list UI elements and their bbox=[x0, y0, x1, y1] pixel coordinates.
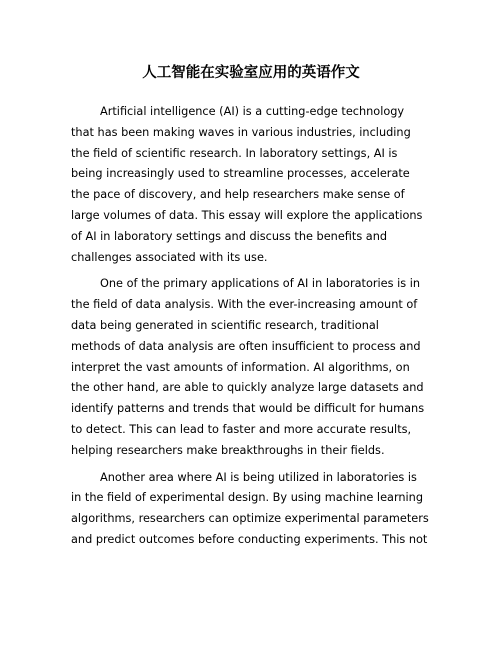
paragraph-data-analysis: One of the primary applications of AI in laboratories is in the field of data analysis. With the ever-increasing amount of data being generated in scientific research, traditional methods of data analysis are often insufficient to process and interpret the vast amounts of information. AI algorithms, on the other hand, are able to quickly analyze large datasets and identify patterns and trends that would be difficult for humans to detect. This can lead to faster and more accurate results, helping researchers make breakthroughs in their fields. bbox=[71, 277, 425, 457]
paragraph-experimental-design: Another area where AI is being utilized in laboratories is in the field of experimental design. By using machine learning algorithms, researchers can optimize experimental parameters and predict outcomes before conducting experiments. This not bbox=[71, 470, 429, 546]
document-title: 人工智能在实验室应用的英语作文 bbox=[142, 65, 360, 81]
paragraph-intro: Artificial intelligence (AI) is a cutting-edge technology that has been making waves in various industries, including the field of scientific research. In laboratory settings, AI is being increasingly used to streamline processes, accelerate the pace of discovery, and help researchers make sense of large volumes of data. This essay will explore the applications of AI in laboratory settings and discuss the benefits and challenges associated with its use. bbox=[71, 105, 423, 264]
